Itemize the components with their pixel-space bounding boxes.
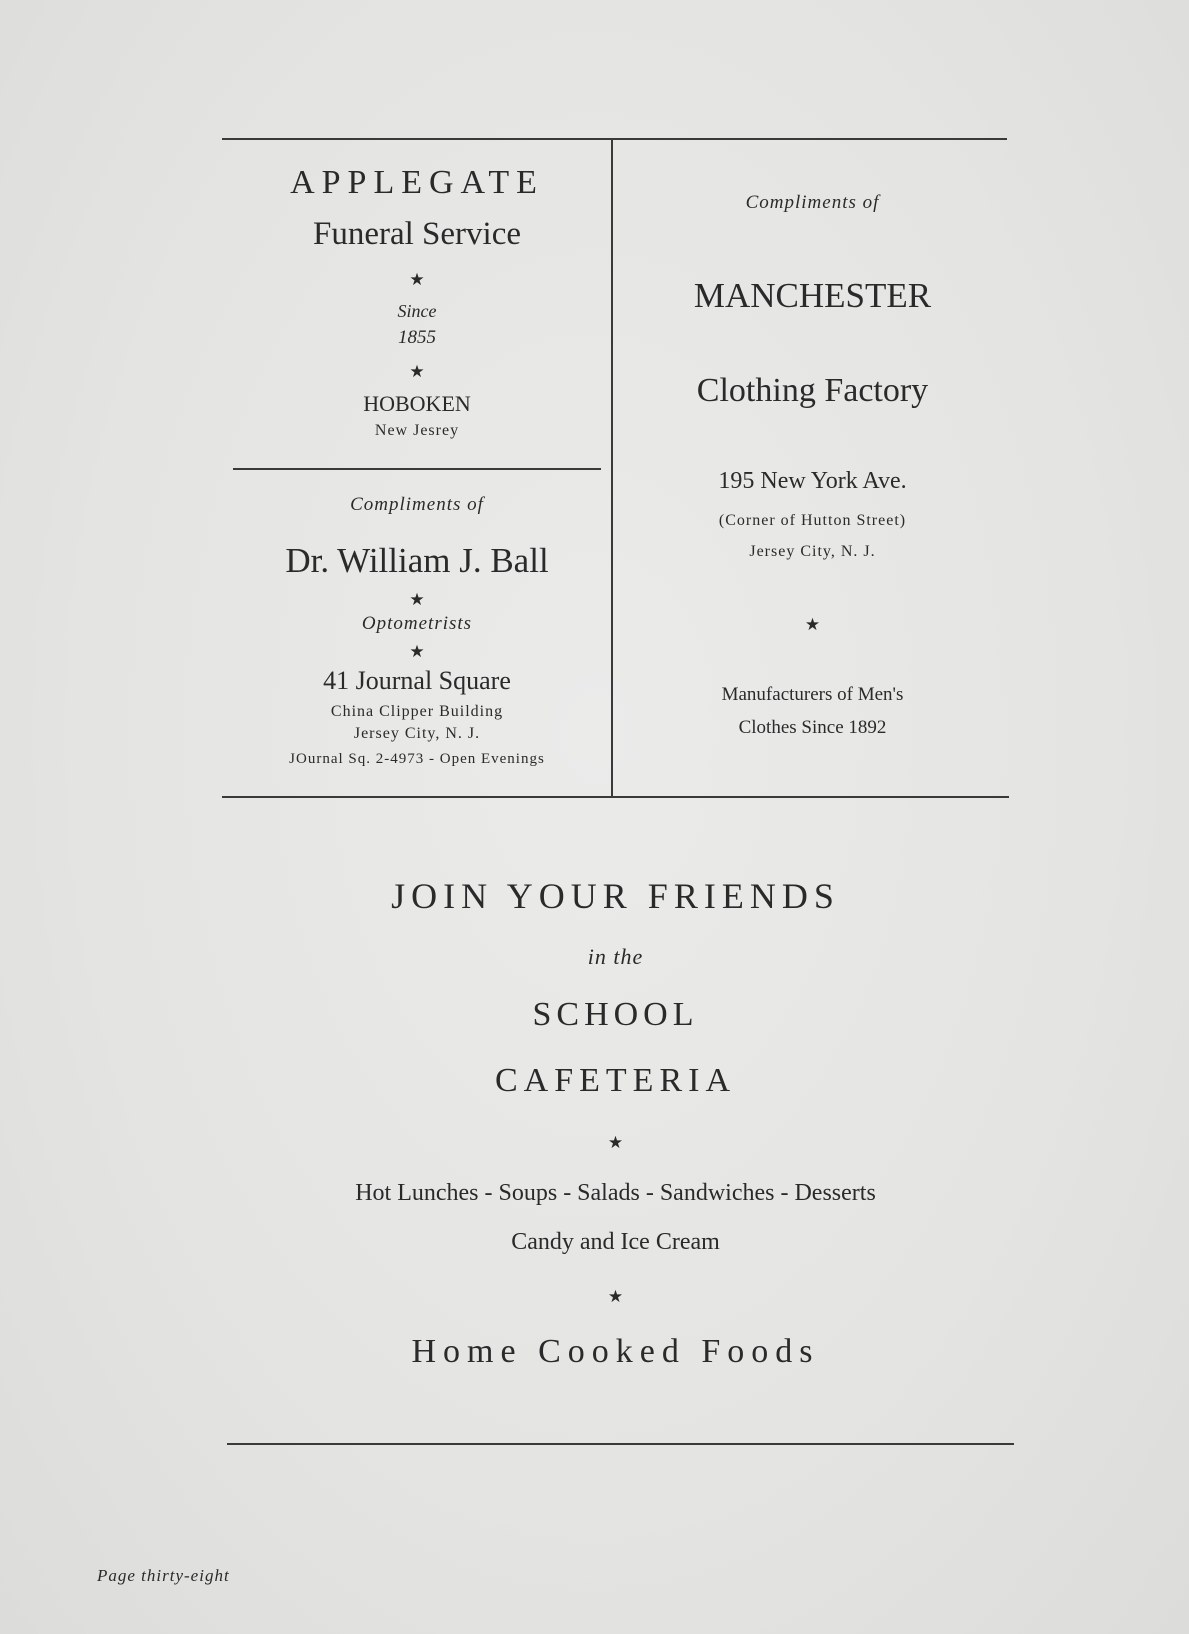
page-number: Page thirty-eight (97, 1566, 230, 1585)
cafeteria-school: SCHOOL (532, 996, 699, 1033)
bottom-rule (227, 1443, 1014, 1445)
ball-name: Dr. William J. Ball (285, 541, 549, 580)
star-icon: ★ (409, 362, 425, 381)
star-icon: ★ (409, 642, 425, 661)
manchester-city: Jersey City, N. J. (749, 543, 876, 560)
left-mid-rule (233, 468, 601, 470)
ball-building: China Clipper Building (330, 703, 504, 720)
manchester-address: 195 New York Ave. (718, 468, 907, 494)
manchester-name: MANCHESTER (693, 276, 932, 315)
cafeteria-tagline: Home Cooked Foods (411, 1333, 820, 1370)
applegate-since-label: Since (397, 301, 437, 321)
manchester-corner: (Corner of Hutton Street) (718, 512, 907, 529)
cafeteria-in-the: in the (587, 944, 644, 969)
column-divider (611, 140, 613, 796)
applegate-state: New Jesrey (374, 422, 460, 439)
ball-phone: JOurnal Sq. 2-4973 - Open Evenings (289, 751, 545, 767)
applegate-city: HOBOKEN (363, 391, 471, 416)
star-icon: ★ (409, 590, 425, 609)
mid-rule (222, 796, 1009, 798)
applegate-service: Funeral Service (312, 216, 521, 252)
star-icon: ★ (607, 1287, 624, 1306)
ball-compliments: Compliments of (350, 494, 484, 515)
cafeteria-extras: Candy and Ice Cream (511, 1229, 720, 1255)
top-rule (222, 138, 1007, 140)
star-icon: ★ (804, 615, 821, 634)
star-icon: ★ (409, 270, 425, 289)
cafeteria-menu: Hot Lunches - Soups - Salads - Sandwiches - Desserts (355, 1180, 876, 1206)
applegate-name: APPLEGATE (290, 164, 544, 201)
ball-city: Jersey City, N. J. (353, 725, 481, 742)
applegate-since-year: 1855 (398, 327, 436, 348)
ball-profession: Optometrists (361, 613, 473, 634)
manchester-business: Clothing Factory (696, 372, 929, 409)
ball-address: 41 Journal Square (323, 666, 511, 695)
manchester-line2: Clothes Since 1892 (738, 717, 887, 738)
cafeteria-title: CAFETERIA (495, 1062, 736, 1099)
cafeteria-headline: JOIN YOUR FRIENDS (391, 876, 840, 916)
manchester-line1: Manufacturers of Men's (721, 684, 904, 705)
manchester-compliments: Compliments of (745, 192, 880, 213)
star-icon: ★ (607, 1133, 624, 1152)
